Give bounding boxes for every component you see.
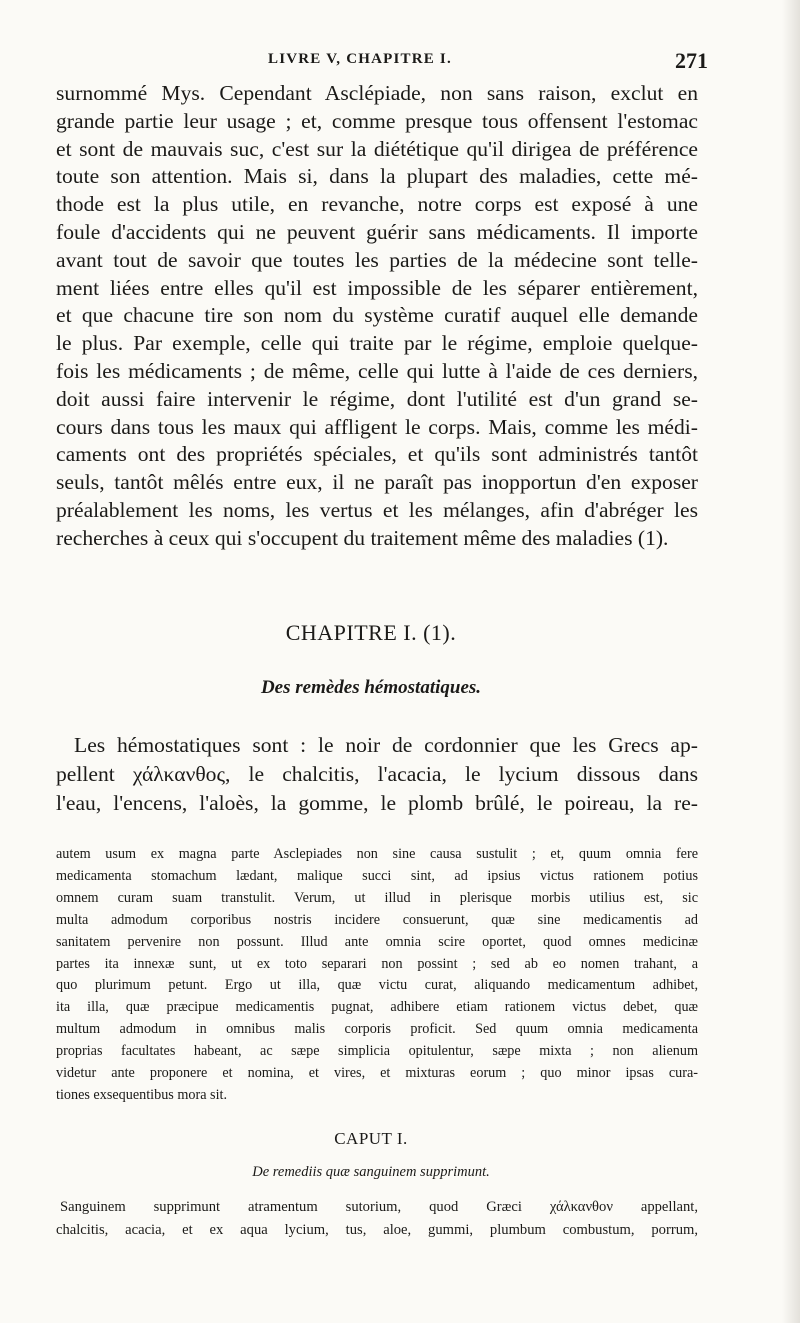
caput-subtitle: De remediis quæ sanguinem supprimunt. bbox=[252, 1164, 490, 1180]
text-line: le plus. Par exemple, celle qui traite par le régime, emploie quelque- bbox=[56, 331, 698, 356]
chapter-heading: CHAPITRE I. (1). bbox=[285, 620, 457, 645]
running-title: LIVRE V, CHAPITRE I. bbox=[268, 51, 452, 67]
text-line: avant tout de savoir que toutes les parties de la médecine sont telle- bbox=[56, 247, 698, 272]
text-line: proprias facultates habeant, ac sæpe simplicia opitulentur, sæpe mixta ; non alienum bbox=[56, 1043, 698, 1060]
text-line: tiones exsequentibus mora sit. bbox=[56, 1086, 228, 1103]
text-line: préalablement les noms, les vertus et les mélanges, afin d'abréger les bbox=[56, 497, 698, 522]
text-line: omnem curam suam transtulit. Verum, ut illud in plerisque morbis utilius est, sic bbox=[56, 889, 698, 906]
text-line: medicamenta stomachum lædant, malique succi sint, ad ipsius victus rationem potius bbox=[56, 867, 698, 884]
text-line: toute son attention. Mais si, dans la plupart des maladies, cette mé- bbox=[56, 164, 698, 189]
text-line: recherches à ceux qui s'occupent du traitement même des maladies (1). bbox=[56, 525, 669, 550]
text-line: sanitatem pervenire non possunt. Illud ante omnia scire oportet, quod omnes medicinæ bbox=[56, 933, 698, 950]
chapter-subtitle: Des remèdes hémostatiques. bbox=[260, 677, 482, 698]
text-line: autem usum ex magna parte Asclepiades non sine causa sustulit ; et, quum omnia fere bbox=[56, 846, 698, 862]
running-head bbox=[0, 48, 800, 74]
latin-paragraph bbox=[56, 844, 698, 1107]
text-line: ita illa, quæ præcipue medicamentis pugnat, adhibere etiam rationem victus debet, quæ bbox=[56, 999, 698, 1016]
french-paragraph bbox=[56, 80, 698, 553]
text-line: doit aussi faire intervenir le régime, dont l'utilité est d'un grand se- bbox=[56, 386, 698, 411]
text-line: ment liées entre elles qu'il est impossible de les séparer entièrement, bbox=[56, 275, 698, 300]
text-line: grande partie leur usage ; et, comme presque tous offensent l'estomac bbox=[56, 108, 698, 133]
text-line: partes ita innexæ sunt, ut ex toto separari non possint ; sed ab eo nomen trahant, a bbox=[56, 955, 698, 972]
page-number: 271 bbox=[675, 48, 708, 73]
latin-paragraph-2 bbox=[56, 1196, 698, 1242]
text-line: quo plurimum petunt. Ergo ut illa, quæ victu curat, aliquando medicamentum adhibet, bbox=[56, 977, 698, 994]
text-line: cours dans tous les maux qui affligent le corps. Mais, comme les médi- bbox=[56, 414, 698, 439]
text-line: surnommé Mys. Cependant Asclépiade, non sans raison, exclut en bbox=[56, 81, 698, 105]
text-line: multa admodum corporibus nostris incidere consuerunt, quæ sine medicamentis ad bbox=[56, 911, 698, 928]
text-line: caments ont des propriétés spéciales, et qu'ils sont administrés tantôt bbox=[56, 442, 698, 467]
text-line: Les hémostatiques sont : le noir de cordonnier que les Grecs ap- bbox=[74, 733, 698, 757]
text-line: fois les médicaments ; de même, celle qui lutte à l'aide de ces derniers, bbox=[56, 358, 698, 383]
text-line: thode est la plus utile, en revanche, notre corps est exposé à une bbox=[56, 192, 698, 217]
caput-heading: CAPUT I. bbox=[334, 1129, 408, 1148]
text-line: chalcitis, acacia, et ex aqua lycium, tus, aloe, gummi, plumbum combustum, porrum, bbox=[56, 1222, 698, 1238]
text-line: videtur ante proponere et nomina, et vires, et mixturas eorum ; quo minor ipsas cura- bbox=[56, 1065, 698, 1082]
page-edge-shadow bbox=[782, 0, 800, 1323]
text-line: pellent χάλκανθος, le chalcitis, l'acacia, le lycium dissous dans bbox=[56, 762, 698, 786]
text-line: seuls, tantôt mêlés entre eux, il ne paraît pas inopportun d'en exposer bbox=[56, 470, 698, 495]
text-line: l'eau, l'encens, l'aloès, la gomme, le plomb brûlé, le poireau, la re- bbox=[56, 791, 698, 815]
text-line: et sont de mauvais suc, c'est sur la diététique qu'il dirigea de préférence bbox=[56, 136, 698, 161]
text-line: multum admodum in omnibus malis corporis proficit. Sed quum omnia medicamenta bbox=[56, 1021, 698, 1038]
text-line: foule d'accidents qui ne peuvent guérir sans médicaments. Il importe bbox=[56, 219, 698, 244]
text-line: Sanguinem supprimunt atramentum sutorium, quod Græci χάλκανθον appellant, bbox=[60, 1199, 698, 1215]
text-line: et que chacune tire son nom du système curatif auquel elle demande bbox=[56, 303, 698, 328]
french-paragraph-2 bbox=[56, 731, 698, 818]
